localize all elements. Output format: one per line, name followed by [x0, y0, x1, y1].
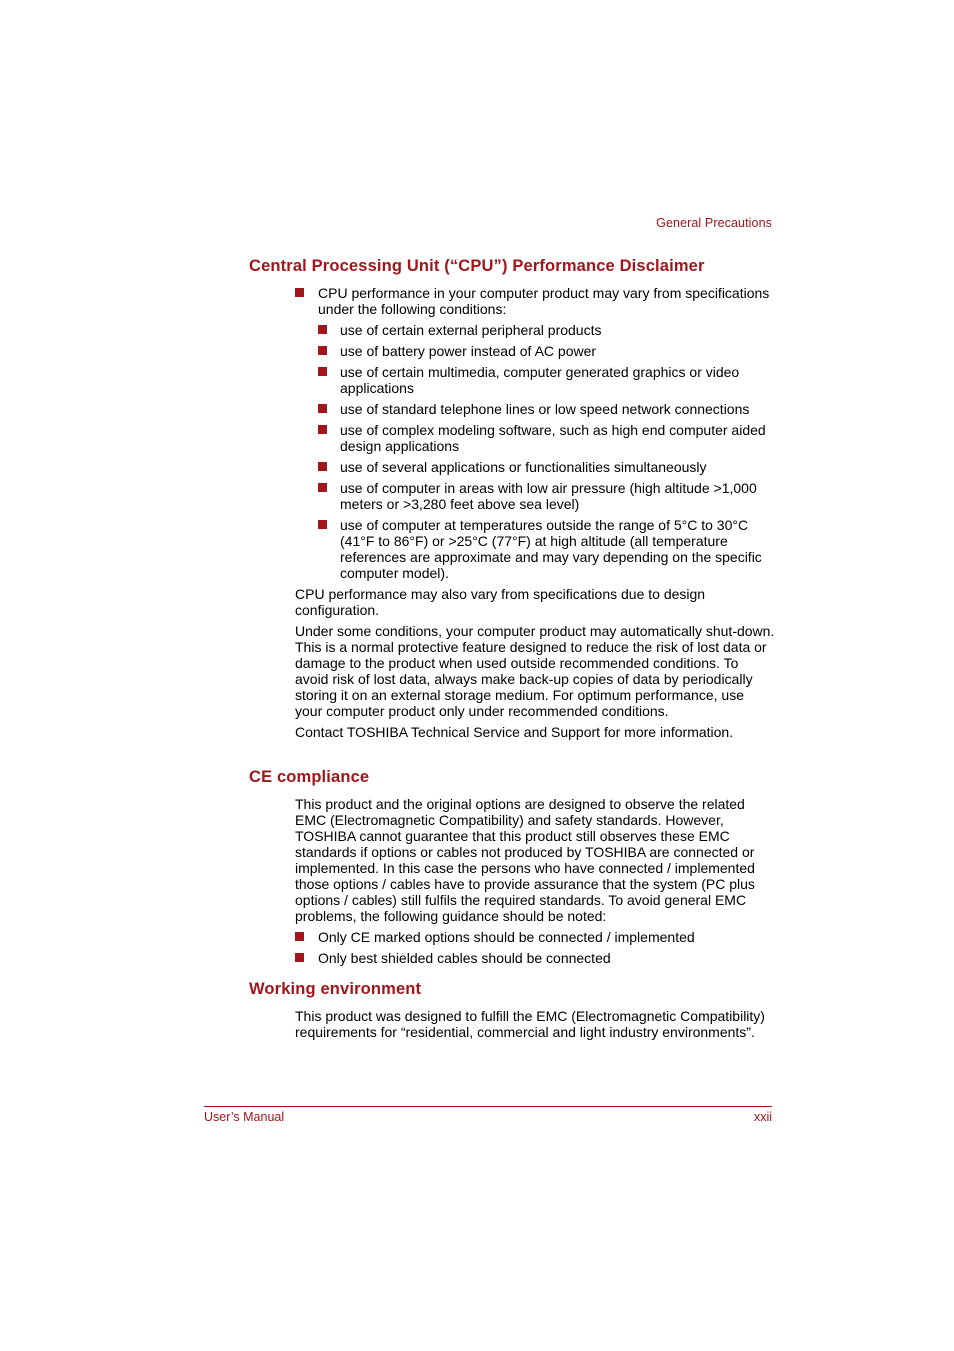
list-item: use of several applications or functionalities simultaneously	[295, 459, 775, 475]
list-item: use of certain multimedia, computer generated graphics or video applications	[295, 364, 775, 396]
bullet-square-icon	[318, 404, 327, 413]
bullet-square-icon	[318, 346, 327, 355]
list-item: use of computer in areas with low air pressure (high altitude >1,000 meters or >3,280 feet above sea level)	[295, 480, 775, 512]
footer-rule	[204, 1106, 772, 1107]
list-item: use of battery power instead of AC power	[295, 343, 775, 359]
cpu-intro-bullet: CPU performance in your computer product may vary from specifications under the following conditions:	[295, 285, 775, 317]
bullet-square-icon	[295, 932, 304, 941]
bullet-square-icon	[295, 953, 304, 962]
page-number: xxii	[753, 1110, 772, 1124]
bullet-square-icon	[318, 425, 327, 434]
list-item: use of standard telephone lines or low speed network connections	[295, 401, 775, 417]
cpu-paragraph-conditions: Under some conditions, your computer product may automatically shut-down. This is a normal protective feature designed to reduce the risk of lost data or damage to the product when used outside recommended conditions. To avoid risk of lost data, always make back-up copies of data by periodically storing it on an external storage medium. For optimum performance, use your computer product only under recommended conditions.	[295, 623, 775, 719]
list-item: Only best shielded cables should be connected	[295, 950, 775, 966]
list-item: Only CE marked options should be connected / implemented	[295, 929, 775, 945]
ce-section-title: CE compliance	[249, 768, 370, 786]
bullet-square-icon	[318, 483, 327, 492]
bullet-square-icon	[295, 288, 304, 297]
list-item: use of computer at temperatures outside the range of 5°C to 30°C (41°F to 86°F) or >25°C (77°F) at high altitude (all temperature references are approximate and may vary depending on the specific computer model).	[295, 517, 775, 581]
cpu-section-body	[295, 285, 775, 740]
list-item: use of certain external peripheral products	[295, 322, 775, 338]
working-section-body	[295, 1008, 775, 1040]
working-paragraph: This product was designed to fulfill the EMC (Electromagnetic Compatibility) requirements for “residential, commercial and light industry environments”.	[295, 1008, 765, 1040]
ce-paragraph: This product and the original options are designed to observe the related EMC (Electromagnetic Compatibility) and safety standards. However, TOSHIBA cannot guarantee that this product still observes these EMC standards if options or cables not produced by TOSHIBA are connected or implemented. In this case the persons who have connected / implemented those options / cables have to provide assurance that the system (PC plus options / cables) still fulfils the required standards. To avoid general EMC problems, the following guidance should be noted:	[295, 796, 755, 924]
bullet-square-icon	[318, 367, 327, 376]
cpu-section-title: Central Processing Unit (“CPU”) Performance Disclaimer	[249, 257, 705, 275]
footer-manual-label: User’s Manual	[204, 1110, 285, 1124]
bullet-square-icon	[318, 520, 327, 529]
ce-section-body	[295, 796, 775, 966]
running-header: General Precautions	[656, 216, 772, 230]
working-section-title: Working environment	[249, 980, 422, 998]
cpu-paragraph-design: CPU performance may also vary from specifications due to design configuration.	[295, 586, 706, 618]
bullet-square-icon	[318, 325, 327, 334]
bullet-square-icon	[318, 462, 327, 471]
list-item: use of complex modeling software, such as high end computer aided design applications	[295, 422, 775, 454]
cpu-paragraph-contact: Contact TOSHIBA Technical Service and Support for more information.	[295, 724, 734, 740]
